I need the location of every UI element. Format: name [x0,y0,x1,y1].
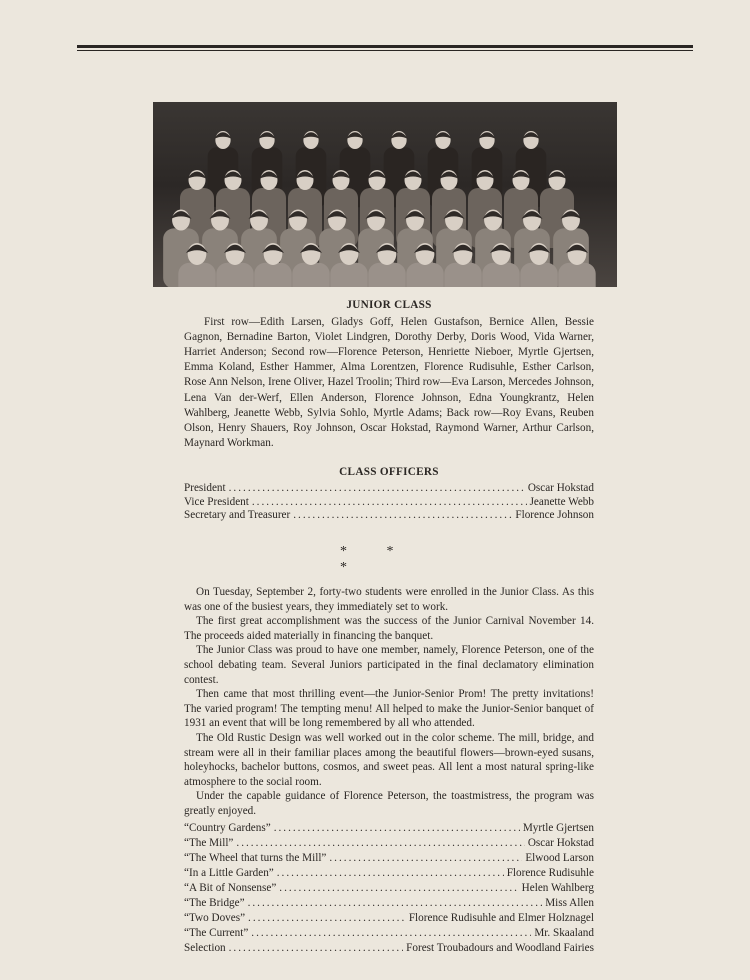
program-item: “The Bridge” [184,896,245,909]
program-row [184,896,594,911]
story-paragraph: The Junior Class was proud to have one member, namely, Florence Peterson, one of the school debating team. Several Juniors participated in the final declamatory elimination contest. [184,644,594,686]
program-item: “Country Gardens” [184,821,271,834]
leader-dots [229,482,525,496]
program-person: Florence Rudisuhle and Elmer Holznagel [408,912,594,925]
leader-dots [236,836,524,851]
program-item: “The Wheel that turns the Mill” [184,851,327,864]
program-person: Oscar Hokstad [527,836,594,849]
leader-dots [293,509,512,523]
leader-dots [251,926,531,941]
top-rule [77,45,693,51]
program-item: “The Mill” [184,836,234,849]
program-row [184,926,594,941]
leader-dots [274,821,520,836]
leader-dots [248,911,406,926]
leader-dots [252,496,527,510]
junior-class-heading: JUNIOR CLASS [346,299,432,311]
person-body [292,263,329,287]
person-body [558,263,595,287]
story-paragraph: Under the capable guidance of Florence Peterson, the toastmistress, the program was greatly enjoyed. [184,790,594,817]
story-paragraph: The first great accomplishment was the success of the Junior Carnival November 14. The proceeds aided materially in financing the banquet. [184,615,594,642]
program-item: Selection [184,942,226,955]
program-person: Forest Troubadours and Woodland Fairies [406,942,594,955]
leader-dots [229,941,404,956]
program-person: Mr. Skaaland [534,927,594,940]
program-row [184,821,594,836]
officer-role: President [184,482,226,495]
officer-role: Secretary and Treasurer [184,509,291,522]
person-body [216,263,253,287]
class-photo [153,102,617,287]
junior-class-section [184,298,594,523]
program-item: “In a Little Garden” [184,866,274,879]
person-body [330,263,367,287]
class-officers-heading: CLASS OFFICERS [339,465,439,478]
officer-name: Jeanette Webb [529,495,594,508]
person-body [254,263,291,287]
program-row [184,941,594,956]
leader-dots [329,851,522,866]
junior-class-caption: First row—Edith Larsen, Gladys Goff, Helen Gustafson, Bernice Allen, Bessie Gagnon, Bernadine Barton, Violet Lindgren, Dorothy Derby, Doris Wood, Vida Warner, Harriet Anderson; Second row—Florence Peterson, Henriette Nieboer, Myrtle Gjertsen, Emma Koland, Esther Hammer, Alma Lorentzen, Florence Rudisuhle, Esther Carlson, Rose Ann Nelson, Irene Oliver, Hazel Troolin; Third row—Eva Larson, Mercedes Johnson, Lena Van der-Werf, Ellen Anderson, Florence Johnson, Edna Youngkrantz, Helen Wahlberg, Jeanette Webb, Sylvia Sohlo, Myrtle Adams; Back row—Roy Evans, Reuben Olson, Henry Shauers, Roy Johnson, Oscar Hokstad, Raymond Warner, Arthur Carlson, Maynard Workman. [184,316,594,449]
leader-dots [277,866,504,881]
program-item: “A Bit of Nonsense” [184,881,277,894]
officer-name: Oscar Hokstad [527,482,594,495]
program-row [184,836,594,851]
story-paragraph: On Tuesday, September 2, forty-two students were enrolled in the Junior Class. As this was one of the busiest years, they immediately set to work. [184,586,594,613]
program-person: Helen Wahlberg [521,881,594,894]
person-body [520,263,557,287]
leader-dots [248,896,543,911]
person-body [482,263,519,287]
person-body [178,263,215,287]
officer-role: Vice President [184,495,249,508]
person-body [368,263,405,287]
officer-row [184,509,594,523]
program-person: Elwood Larson [525,851,594,864]
officer-row [184,482,594,496]
banquet-program [184,821,594,957]
program-row [184,881,594,896]
officer-name: Florence Johnson [515,509,594,522]
program-item: “Two Doves” [184,912,246,925]
program-row [184,911,594,926]
story-paragraph: Then came that most thrilling event—the Junior-Senior Prom! The pretty invitations! The varied program! The tempting menu! All helped to make the Junior-Senior banquet of 1931 an event that will be long remembered by all who attended. [184,688,594,730]
story-paragraph: The Old Rustic Design was well worked out in the color scheme. The mill, bridge, and stream were all in their familiar places among the beautiful flowers—brown-eyed susans, holeyhocks, bachelor buttons, cosmos, and sweet peas. All lent a most natural spring-like atmosphere to the social room. [184,731,594,788]
program-person: Florence Rudisuhle [506,866,594,879]
program-item: “The Current” [184,927,249,940]
program-person: Miss Allen [545,896,594,909]
officer-row [184,496,594,510]
program-row [184,851,594,866]
leader-dots [279,881,518,896]
class-history [184,585,594,956]
section-separator: * * * [340,544,412,575]
program-person: Myrtle Gjertsen [522,821,594,834]
person-body [406,263,443,287]
program-row [184,866,594,881]
person-body [444,263,481,287]
officers-list [184,482,594,523]
